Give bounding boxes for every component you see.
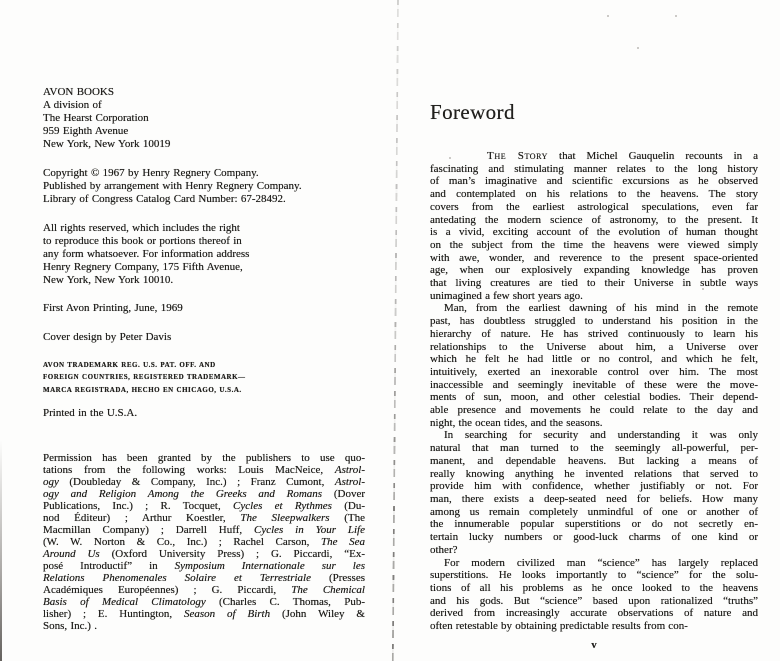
text-segment: Permission has been granted by the publishers to use quo-: [43, 452, 365, 464]
text-line: [43, 86, 365, 99]
text-line: [430, 353, 758, 366]
page-gutter-line: [392, 0, 399, 661]
text-line: [430, 518, 758, 531]
text-segment: Astrol-: [334, 476, 365, 488]
text-line: [430, 417, 758, 430]
text-segment: derived from increasingly accurate observations of nature and: [430, 607, 758, 620]
text-segment: Macmillan Company) ; Darrell Huff,: [43, 524, 254, 536]
text-line: [430, 620, 758, 633]
scan-edge-streak: [0, 440, 2, 661]
text-line: [430, 404, 758, 417]
text-segment: FOREIGN COUNTRIES, REGISTERED TRADEMARK—: [43, 373, 246, 382]
text-segment: The Sleepwalkers: [240, 512, 330, 524]
text-segment: New York, New York 10010.: [43, 274, 174, 286]
text-line: [430, 607, 758, 620]
text-line: [430, 480, 758, 493]
text-segment: Published by arrangement with Henry Regnery Company.: [43, 180, 302, 192]
text-line: [43, 167, 365, 180]
text-line: [43, 572, 365, 584]
text-segment: intuitively, exerted an inexorable control over him. The most: [430, 365, 758, 378]
text-segment: (The: [329, 512, 366, 524]
text-line: [430, 595, 758, 608]
text-segment: that Michel Gauquelin recounts in a: [548, 150, 759, 162]
text-line: [43, 536, 365, 548]
foreword-paragraph-4: [430, 557, 758, 633]
text-line: [43, 112, 365, 125]
foreword-page: [430, 0, 758, 661]
text-segment: The Chemical: [291, 584, 365, 596]
text-segment: lisher) ; E. Huntington,: [43, 608, 185, 620]
text-line: [43, 548, 365, 560]
text-segment: tertain lucky numbers or good-luck charms of one kind or: [430, 531, 758, 544]
text-line: [430, 175, 758, 188]
text-segment: Around Us: [43, 548, 100, 560]
text-segment: that living creatures are tied to their Universe in subtle ways: [430, 277, 758, 290]
text-segment: Library of Congress Catalog Card Number: 67-28492.: [43, 193, 286, 205]
permissions-acknowledgment-paragraph: [43, 452, 365, 632]
text-line: [430, 429, 758, 442]
text-line: [43, 476, 365, 488]
text-segment: The Story: [487, 150, 549, 162]
text-line: [43, 584, 365, 596]
printing-edition-line: First Avon Printing, June, 1969: [43, 302, 183, 314]
text-segment: which he felt he had little or no control, and which he felt,: [430, 353, 758, 366]
text-segment: really knowing anything he invented relations that served to: [430, 467, 758, 480]
text-line: [430, 188, 758, 201]
text-segment: (Oxford University Press) ; G. Piccardi, “Ex-: [99, 548, 366, 560]
text-segment: fascinating and stimulating manner relates to the long history: [430, 162, 758, 175]
text-segment: Astrol-: [334, 464, 365, 476]
text-line: [430, 582, 758, 595]
text-line: [430, 150, 758, 163]
text-segment: A division of: [43, 99, 102, 111]
text-segment: on the subject from the time the heavens were viewed simply: [430, 238, 758, 251]
text-line: [43, 384, 365, 396]
text-line: [430, 302, 758, 315]
foreword-heading: Foreword: [430, 100, 515, 124]
text-line: [430, 557, 758, 570]
text-segment: Season of Birth: [184, 608, 271, 620]
text-line: [430, 442, 758, 455]
text-segment: hierarchy of nature. He has strived continuously to learn his: [430, 327, 758, 340]
text-segment: to reproduce this book or portions thereof in: [43, 235, 242, 247]
text-segment: (John Wiley &: [270, 608, 365, 620]
text-segment: Basis of Medical Climatology: [43, 596, 206, 608]
text-segment: provide him with confidence, whether justifiably or not. For: [430, 480, 758, 493]
text-line: [430, 226, 758, 239]
text-segment: (Presses: [310, 572, 365, 584]
text-line: [430, 455, 758, 468]
text-segment: manent, and dependable heavens. But lacking a means of: [430, 454, 758, 467]
text-line: [43, 500, 365, 512]
text-line: [430, 252, 758, 265]
text-segment: (Doubleday & Company, Inc.) ; Franz Cumont,: [58, 476, 335, 488]
text-line: [430, 493, 758, 506]
text-segment: In searching for security and understanding it was only: [444, 429, 758, 442]
copyright-notice-block: [43, 167, 365, 206]
text-line: [43, 560, 365, 572]
text-line: [430, 328, 758, 341]
text-segment: is a vivid, exciting account of the evolution of human thought: [430, 226, 758, 239]
text-line: [43, 261, 365, 274]
text-segment: (Charles C. Thomas, Pub-: [205, 596, 365, 608]
text-segment: Cycles in Your Life: [253, 524, 365, 536]
text-segment: (W. W. Norton & Co., Inc.) ; Rachel Carson,: [43, 536, 322, 548]
text-line: [430, 341, 758, 354]
text-segment: AVON BOOKS: [43, 86, 114, 98]
text-segment: Henry Regnery Company, 175 Fifth Avenue,: [43, 261, 243, 273]
text-line: [43, 464, 365, 476]
text-line: [43, 125, 365, 138]
text-segment: (Dover: [322, 488, 365, 500]
text-segment: any form whatsoever. For information address: [43, 248, 250, 260]
text-line: [43, 608, 365, 620]
foreword-paragraph-2: [430, 302, 758, 429]
text-line: [43, 371, 365, 383]
printed-in-usa-line: Printed in the U.S.A.: [43, 407, 138, 419]
text-segment: unimagined a few short years ago.: [430, 289, 583, 302]
text-line: [43, 452, 365, 464]
text-line: [430, 468, 758, 481]
text-segment: Symposium Internationale sur les: [174, 560, 365, 572]
text-segment: among us remain completely unmindful of one or another of: [430, 505, 758, 518]
text-line: [43, 248, 365, 261]
text-line: [430, 239, 758, 252]
text-segment: relationships to the Universe about him, a Universe over: [430, 340, 758, 353]
text-segment: man, there exists a deep-seated need for beliefs. How many: [430, 492, 758, 505]
text-line: [43, 99, 365, 112]
text-line: [43, 359, 365, 371]
text-line: [43, 222, 365, 235]
publisher-address-block: [43, 86, 365, 151]
text-segment: Relations Phenomenales Solaire et Terrestriale: [43, 572, 311, 584]
text-segment: and contemplated on his relations to the heavens. The story: [430, 188, 758, 201]
text-segment: Académiques Européennes) ; G. Piccardi,: [43, 584, 292, 596]
text-line: [430, 214, 758, 227]
rights-reserved-block: [43, 222, 365, 287]
foreword-body: [430, 150, 758, 633]
text-segment: posé Introductif” in: [43, 560, 175, 572]
text-segment: (Du-: [331, 500, 366, 512]
trademark-notice-block: [43, 359, 365, 396]
text-segment: All rights reserved, which includes the right: [43, 222, 240, 234]
text-line: [430, 290, 758, 303]
text-segment: antedating the modern science of astronomy, to the present. It: [430, 213, 758, 226]
text-segment: 959 Eighth Avenue: [43, 125, 129, 137]
text-segment: For modern civilized man “science” has largely replaced: [444, 556, 758, 569]
text-segment: inaccessible and seemingly inevitable of these were the move-: [430, 378, 758, 391]
text-segment: the innumerable popular superstitions or do not secretly en-: [430, 518, 758, 531]
text-line: [43, 620, 365, 632]
text-line: [43, 235, 365, 248]
text-segment: other?: [430, 543, 458, 556]
text-segment: night, the ocean tides, and the seasons.: [430, 416, 603, 429]
text-line: [43, 180, 365, 193]
text-segment: superstitions. He looks importantly to “science” for the solu-: [430, 569, 758, 582]
text-segment: with awe, wonder, and reverence to the present space-oriented: [430, 251, 758, 264]
text-segment: Copyright © 1967 by Henry Regnery Company.: [43, 167, 259, 179]
text-line: [430, 506, 758, 519]
foreword-paragraph-1: [430, 150, 758, 302]
page-number: v: [591, 640, 597, 651]
text-segment: covers from the earliest astrological speculations, even far: [430, 200, 758, 213]
text-line: [43, 596, 365, 608]
text-segment: Publications, Inc.) ; R. Tocquet,: [43, 500, 234, 512]
text-line: [430, 569, 758, 582]
text-segment: able presence and movements he could relate to the day and: [430, 404, 758, 417]
text-line: [43, 274, 365, 287]
text-line: [43, 193, 365, 206]
text-segment: ogy and Religion Among the Greeks and Romans: [43, 488, 323, 500]
cover-design-credit-line: Cover design by Peter Davis: [43, 331, 172, 343]
text-segment: MARCA REGISTRADA, HECHO EN CHICAGO, U.S.A.: [43, 385, 242, 394]
text-segment: Cycles et Rythmes: [233, 500, 332, 512]
text-segment: ments of sun, moon, and other celestial bodies. Their depend-: [430, 391, 758, 404]
text-segment: often retestable by obtaining predictable results from con-: [430, 620, 688, 633]
text-segment: past, has doubtless struggled to understand his position in the: [430, 315, 758, 328]
text-line: [43, 524, 365, 536]
text-line: [430, 201, 758, 214]
text-line: [430, 315, 758, 328]
copyright-page: [43, 0, 365, 661]
text-segment: and his gods. But “science” based upon rationalized “truths”: [430, 594, 758, 607]
text-segment: Man, from the earliest dawning of his mind in the remote: [444, 302, 758, 315]
foreword-paragraph-3: [430, 429, 758, 556]
text-line: [430, 531, 758, 544]
text-line: [430, 544, 758, 557]
text-segment: nod Éditeur) ; Arthur Koestler,: [43, 512, 241, 524]
text-segment: tions of all his problems as he once looked to the heavens: [430, 581, 758, 594]
text-line: [43, 512, 365, 524]
text-line: [430, 379, 758, 392]
text-line: [43, 138, 365, 151]
text-segment: age, when our explosively expanding knowledge has proven: [430, 264, 758, 277]
text-segment: The Hearst Corporation: [43, 112, 149, 124]
text-line: [430, 163, 758, 176]
text-segment: Sons, Inc.) .: [43, 620, 98, 632]
text-segment: AVON TRADEMARK REG. U.S. PAT. OFF. AND: [43, 361, 216, 369]
text-segment: ogy: [43, 476, 59, 488]
text-line: [430, 264, 758, 277]
text-line: [430, 391, 758, 404]
text-line: [430, 366, 758, 379]
text-segment: natural that man turned to the seemingly all-powerful, per-: [430, 442, 758, 455]
text-line: [430, 277, 758, 290]
text-line: [43, 488, 365, 500]
text-segment: tations from the following works: Louis MacNeice,: [43, 464, 335, 476]
text-segment: New York, New York 10019: [43, 138, 171, 150]
text-segment: The Sea: [321, 536, 366, 548]
text-segment: of man’s imaginative and scientific excursions as he observed: [430, 175, 758, 188]
